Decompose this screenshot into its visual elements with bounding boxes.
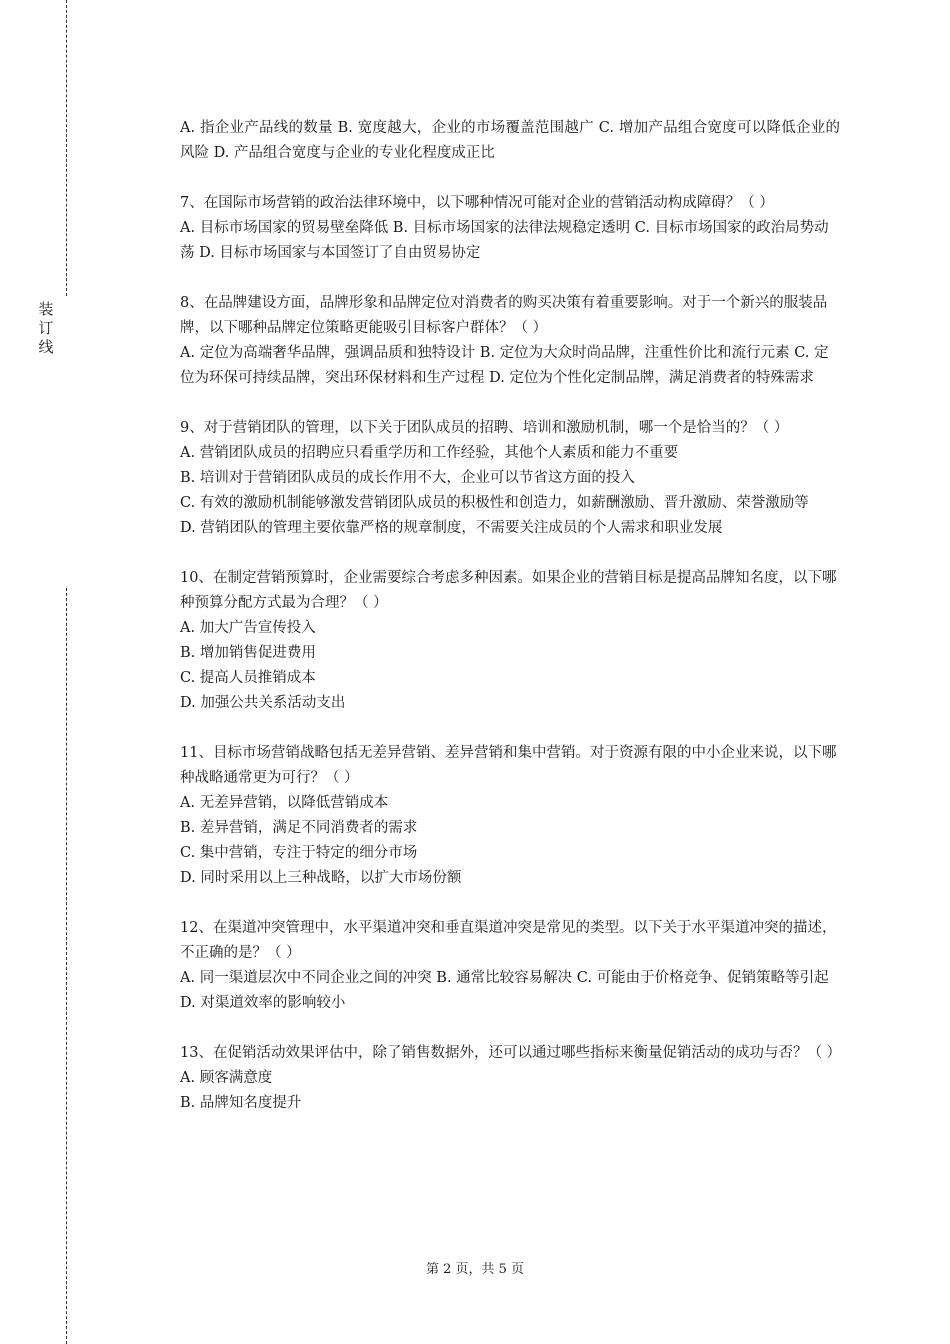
question-stem: 9、对于营销团队的管理，以下关于团队成员的招聘、培训和激励机制，哪一个是恰当的？（ ） [180, 420, 789, 436]
question-9 [180, 416, 840, 541]
question-12 [180, 916, 840, 1016]
question-11 [180, 741, 840, 891]
question-option: A. 目标市场国家的贸易壁垒降低 B. 目标市场国家的法律法规稳定透明 C. 目标市场国家的政治局势动荡 D. 目标市场国家与本国签订了自由贸易协定 [180, 220, 829, 261]
question-option: D. 加强公共关系活动支出 [180, 695, 346, 711]
binding-char: 订 [38, 319, 54, 337]
question-option: B. 增加销售促进费用 [180, 645, 316, 661]
binding-label [36, 300, 56, 357]
question-stem: 11、目标市场营销战略包括无差异营销、差异营销和集中营销。对于资源有限的中小企业来说，以下哪种战略通常更为可行？（ ） [180, 745, 837, 786]
continued-question [180, 116, 840, 166]
binding-line-top [66, 0, 67, 296]
question-option: C. 集中营销，专注于特定的细分市场 [180, 845, 418, 861]
question-13 [180, 1041, 840, 1116]
page-content [180, 116, 840, 1141]
question-stem: 10、在制定营销预算时，企业需要综合考虑多种因素。如果企业的营销目标是提高品牌知名度，以下哪种预算分配方式最为合理？（ ） [180, 570, 837, 611]
question-stem: 7、在国际市场营销的政治法律环境中，以下哪种情况可能对企业的营销活动构成障碍？（ ） [180, 195, 774, 211]
page-footer: 第 2 页，共 5 页 [425, 1262, 525, 1277]
binding-char: 线 [38, 338, 54, 356]
question-option: A. 顾客满意度 [180, 1070, 273, 1086]
question-option: B. 差异营销，满足不同消费者的需求 [180, 820, 418, 836]
question-option: C. 有效的激励机制能够激发营销团队成员的积极性和创造力，如薪酬激励、晋升激励、荣誉激励等 [180, 495, 809, 511]
question-stem: 8、在品牌建设方面，品牌形象和品牌定位对消费者的购买决策有着重要影响。对于一个新兴的服装品牌，以下哪种品牌定位策略更能吸引目标客户群体？（ ） [180, 295, 828, 336]
binding-line-bottom [66, 588, 67, 1344]
question-option: A. 营销团队成员的招聘应只看重学历和工作经验，其他个人素质和能力不重要 [180, 445, 679, 461]
question-stem: 13、在促销活动效果评估中，除了销售数据外，还可以通过哪些指标来衡量促销活动的成功与否？（ ） [180, 1045, 842, 1061]
question-option: B. 培训对于营销团队成员的成长作用不大，企业可以节省这方面的投入 [180, 470, 635, 486]
binding-char: 装 [38, 300, 54, 318]
question-option: D. 营销团队的管理主要依靠严格的规章制度，不需要关注成员的个人需求和职业发展 [180, 520, 723, 536]
question-10 [180, 566, 840, 716]
question-option: C. 提高人员推销成本 [180, 670, 316, 686]
question-8 [180, 291, 840, 391]
question-option: A. 定位为高端奢华品牌，强调品质和独特设计 B. 定位为大众时尚品牌，注重性价比和流行元素 C. 定位为环保可持续品牌，突出环保材料和生产过程 D. 定位为个性化定制品牌，满足消费者的特殊需求 [180, 345, 829, 386]
question-option: D. 同时采用以上三种战略，以扩大市场份额 [180, 870, 462, 886]
question-stem: 12、在渠道冲突管理中，水平渠道冲突和垂直渠道冲突是常见的类型。以下关于水平渠道冲突的描述，不正确的是？（ ） [180, 920, 837, 961]
question-option: A. 无差异营销，以降低营销成本 [180, 795, 389, 811]
continued-options: A. 指企业产品线的数量 B. 宽度越大，企业的市场覆盖范围越广 C. 增加产品组合宽度可以降低企业的风险 D. 产品组合宽度与企业的专业化程度成正比 [180, 120, 840, 161]
question-option: B. 品牌知名度提升 [180, 1095, 302, 1111]
question-option: A. 同一渠道层次中不同企业之间的冲突 B. 通常比较容易解决 C. 可能由于价格竞争、促销策略等引起 D. 对渠道效率的影响较小 [180, 970, 829, 1011]
question-7 [180, 191, 840, 266]
question-option: A. 加大广告宣传投入 [180, 620, 316, 636]
